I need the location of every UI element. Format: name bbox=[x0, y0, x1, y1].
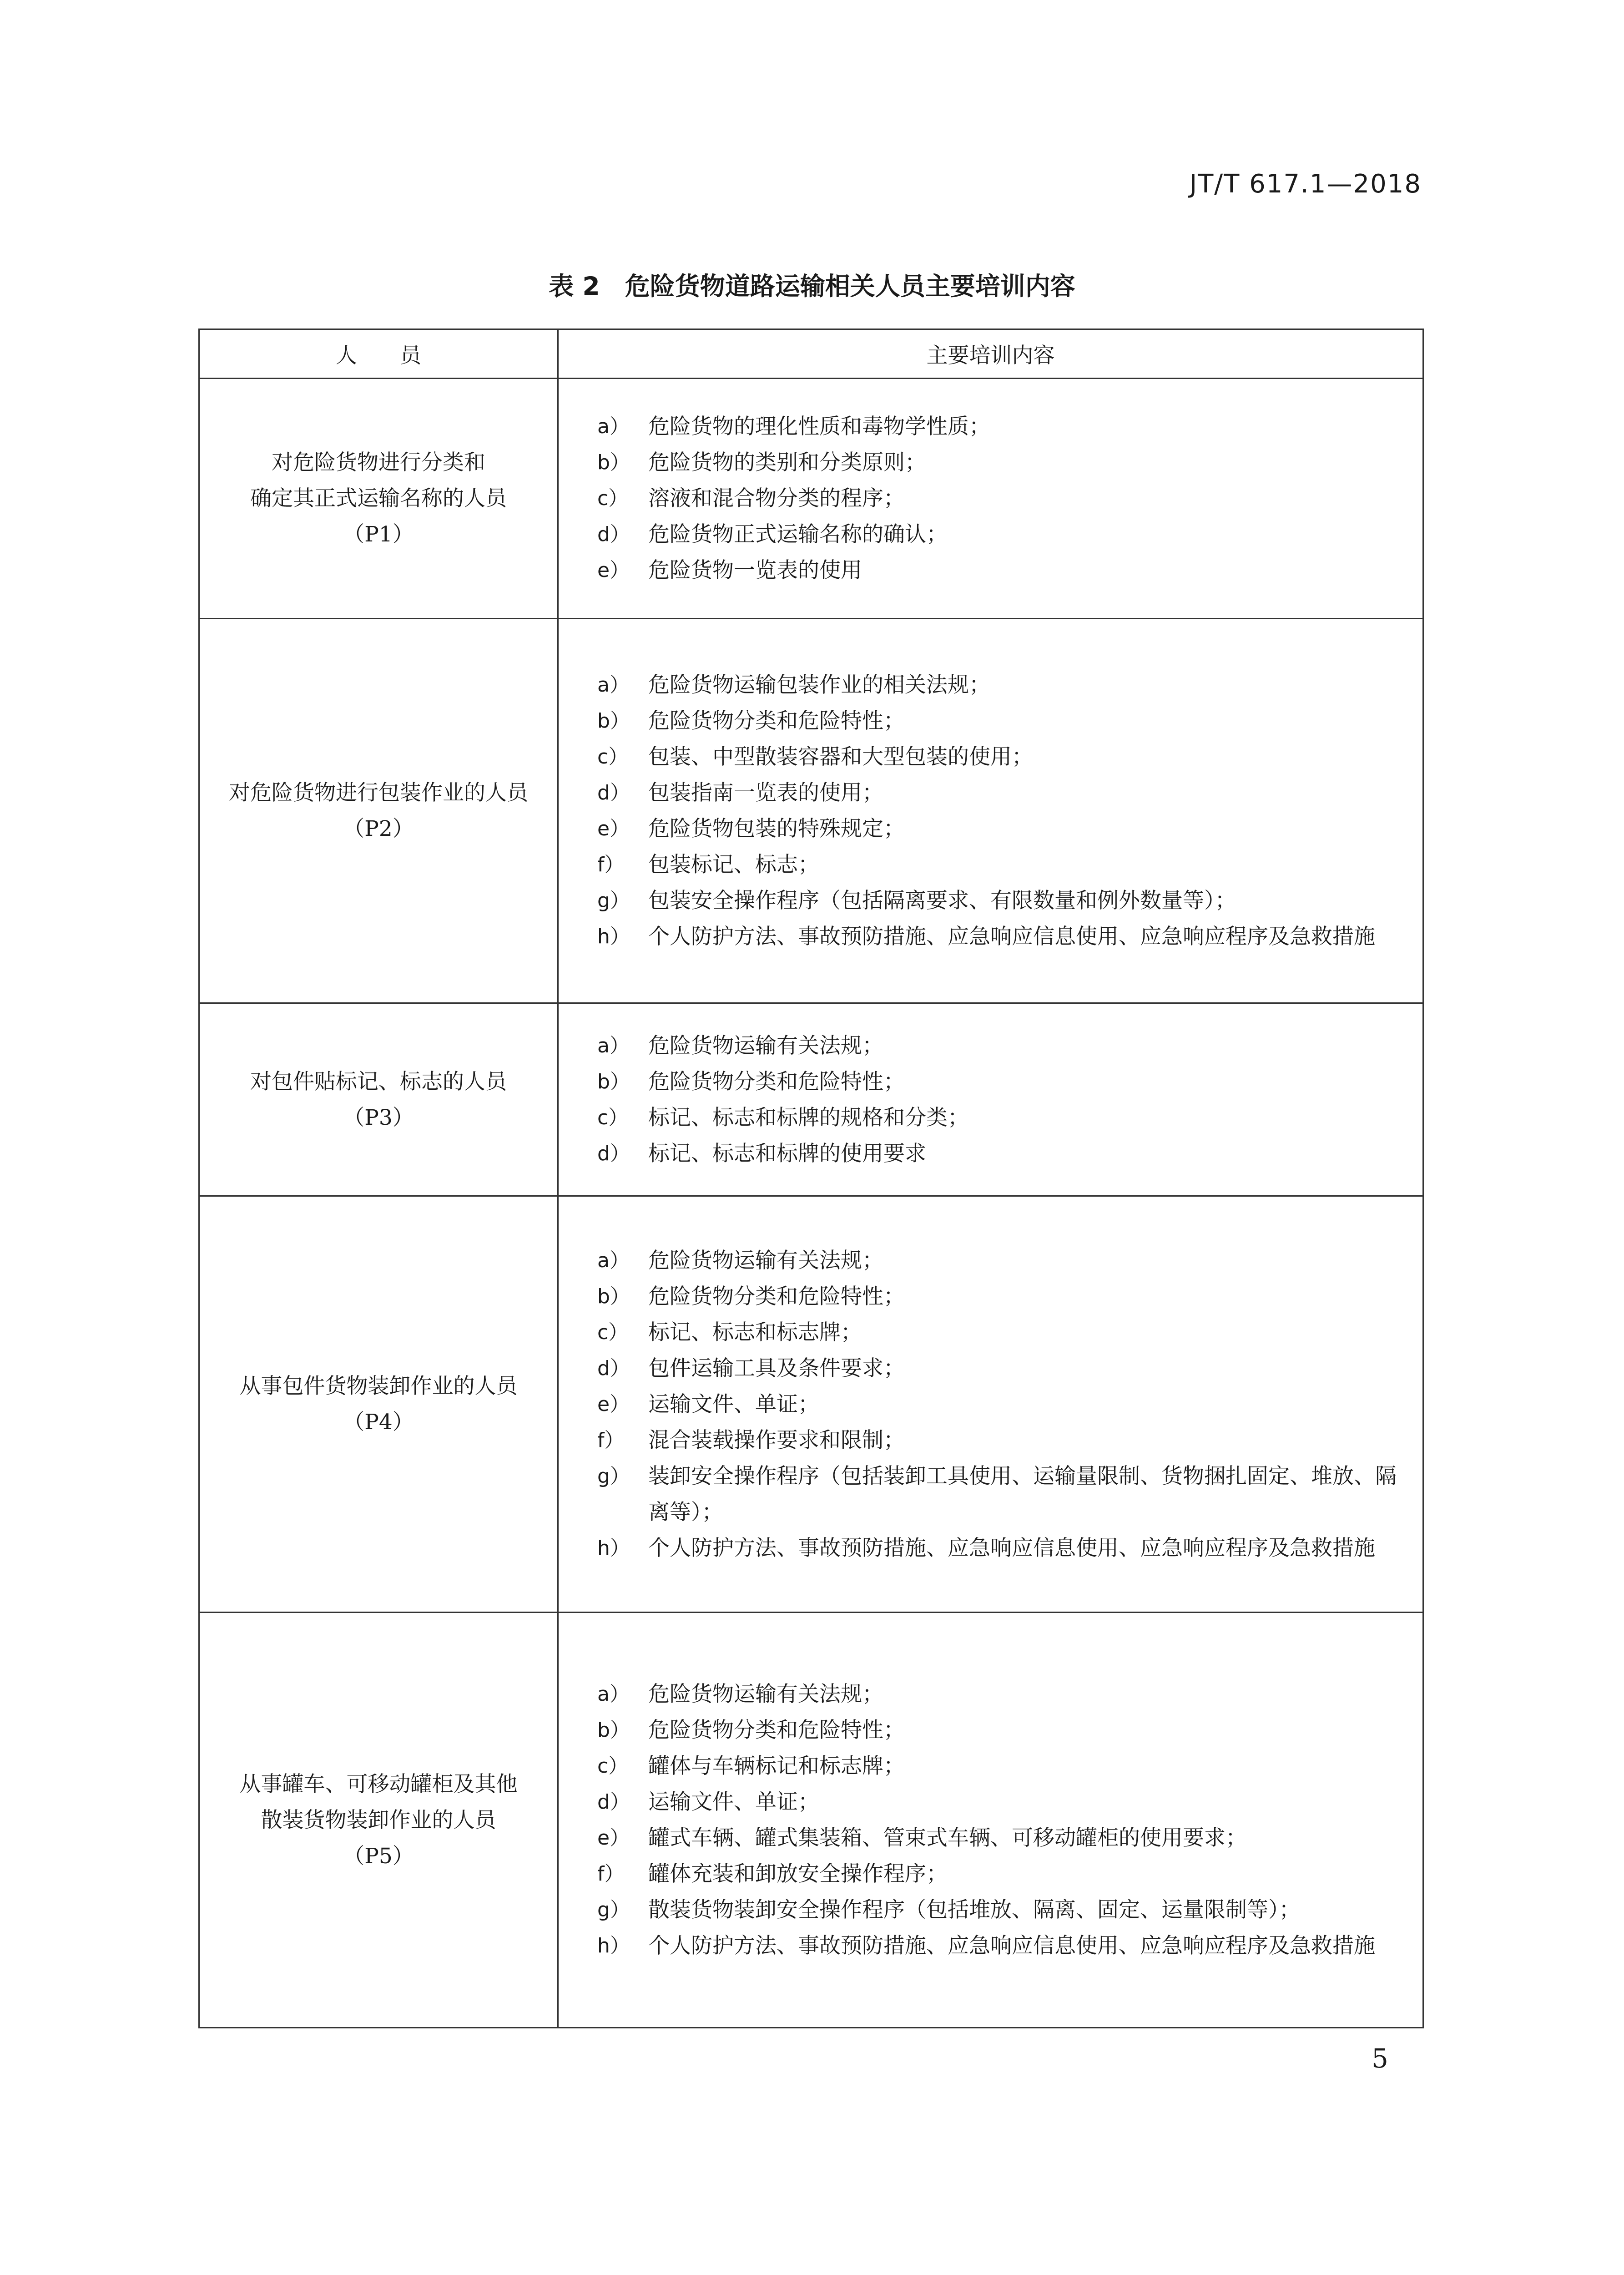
list-item bbox=[597, 1350, 1413, 1386]
list-item bbox=[597, 1784, 1413, 1820]
list-item bbox=[597, 1243, 1413, 1279]
item-label: g） bbox=[597, 1898, 630, 1921]
table-number: 表 2 bbox=[549, 272, 600, 301]
table-row bbox=[199, 1196, 1423, 1613]
item-label: f） bbox=[597, 1428, 625, 1452]
personnel-text: 从事罐车、可移动罐柜及其他 bbox=[239, 1771, 518, 1797]
item-text: 包装安全操作程序（包括隔离要求、有限数量和例外数量等）； bbox=[648, 888, 1236, 913]
table-row bbox=[199, 1613, 1423, 2028]
list-item bbox=[597, 1748, 1413, 1784]
table-header-row bbox=[199, 329, 1423, 379]
list-item bbox=[597, 1676, 1413, 1712]
item-text: 标记、标志和标牌的规格和分类； bbox=[648, 1105, 969, 1130]
personnel-text: 从事包件货物装卸作业的人员 bbox=[239, 1374, 518, 1399]
training-item-list bbox=[597, 1676, 1413, 1964]
item-label: c） bbox=[597, 745, 629, 768]
training-item-list bbox=[597, 1243, 1413, 1566]
personnel-cell bbox=[199, 619, 558, 1003]
item-text: 罐体与车辆标记和标志牌； bbox=[648, 1754, 905, 1779]
item-label: g） bbox=[597, 1464, 630, 1488]
table-row bbox=[199, 1003, 1423, 1196]
list-item bbox=[597, 1386, 1413, 1422]
list-item bbox=[597, 775, 1413, 811]
item-label: e） bbox=[597, 1826, 630, 1850]
personnel-cell bbox=[199, 379, 558, 619]
item-text: 危险货物包装的特殊规定； bbox=[648, 816, 905, 841]
item-text: 危险货物正式运输名称的确认； bbox=[648, 522, 948, 547]
list-item bbox=[597, 1530, 1413, 1566]
item-text: 装卸安全操作程序（包括装卸工具使用、运输量限制、货物捆扎固定、堆放、隔离等）； bbox=[648, 1463, 1397, 1525]
training-content-cell bbox=[558, 1613, 1423, 2028]
item-label: f） bbox=[597, 1862, 625, 1886]
item-label: a） bbox=[597, 673, 630, 697]
item-text: 危险货物运输有关法规； bbox=[648, 1682, 883, 1707]
item-text: 危险货物运输包装作业的相关法规； bbox=[648, 672, 990, 698]
item-label: h） bbox=[597, 1536, 630, 1560]
training-content-cell bbox=[558, 1003, 1423, 1196]
item-text: 溶液和混合物分类的程序； bbox=[648, 486, 905, 511]
item-text: 罐体充装和卸放安全操作程序； bbox=[648, 1861, 948, 1886]
item-text: 包件运输工具及条件要求； bbox=[648, 1355, 905, 1381]
item-text: 标记、标志和标志牌； bbox=[648, 1320, 862, 1345]
table-title bbox=[0, 266, 1624, 302]
item-label: c） bbox=[597, 1754, 629, 1778]
item-label: h） bbox=[597, 1934, 630, 1957]
list-item bbox=[597, 1028, 1413, 1064]
item-text: 危险货物运输有关法规； bbox=[648, 1248, 883, 1273]
list-item bbox=[597, 1928, 1413, 1964]
item-text: 危险货物一览表的使用 bbox=[648, 558, 862, 583]
personnel-text: 散装货物装卸作业的人员 bbox=[261, 1807, 496, 1833]
item-text: 危险货物分类和危险特性； bbox=[648, 1069, 905, 1094]
personnel-cell bbox=[199, 1196, 558, 1613]
list-item bbox=[597, 1100, 1413, 1136]
list-item bbox=[597, 883, 1413, 919]
training-content-cell bbox=[558, 619, 1423, 1003]
item-label: h） bbox=[597, 925, 630, 948]
training-content-cell bbox=[558, 379, 1423, 619]
item-text: 危险货物的类别和分类原则； bbox=[648, 450, 926, 475]
personnel-text: （P4） bbox=[343, 1410, 414, 1435]
item-text: 危险货物分类和危险特性； bbox=[648, 1718, 905, 1743]
header-training-content: 主要培训内容 bbox=[558, 329, 1423, 379]
item-label: d） bbox=[597, 1142, 630, 1165]
training-content-cell bbox=[558, 1196, 1423, 1613]
item-text: 包装、中型散装容器和大型包装的使用； bbox=[648, 744, 1033, 769]
list-item bbox=[597, 739, 1413, 775]
item-label: a） bbox=[597, 1249, 630, 1272]
item-text: 罐式车辆、罐式集装箱、管束式车辆、可移动罐柜的使用要求； bbox=[648, 1825, 1247, 1850]
item-text: 包装指南一览表的使用； bbox=[648, 780, 883, 805]
list-item bbox=[597, 552, 1413, 588]
item-label: b） bbox=[597, 709, 630, 733]
item-text: 散装货物装卸安全操作程序（包括堆放、隔离、固定、运量限制等）； bbox=[648, 1897, 1301, 1922]
personnel-text: 对危险货物进行包装作业的人员 bbox=[229, 780, 528, 805]
item-text: 个人防护方法、事故预防措施、应急响应信息使用、应急响应程序及急救措施 bbox=[648, 1535, 1375, 1561]
item-text: 个人防护方法、事故预防措施、应急响应信息使用、应急响应程序及急救措施 bbox=[648, 1933, 1375, 1958]
item-text: 危险货物的理化性质和毒物学性质； bbox=[648, 414, 990, 439]
list-item bbox=[597, 703, 1413, 739]
personnel-text: （P2） bbox=[343, 816, 414, 841]
list-item bbox=[597, 1856, 1413, 1892]
item-text: 危险货物分类和危险特性； bbox=[648, 708, 905, 733]
personnel-text: 对包件贴标记、标志的人员 bbox=[250, 1069, 507, 1094]
list-item bbox=[597, 667, 1413, 703]
list-item bbox=[597, 1892, 1413, 1928]
list-item bbox=[597, 1422, 1413, 1458]
item-label: b） bbox=[597, 451, 630, 474]
item-label: b） bbox=[597, 1719, 630, 1742]
item-label: d） bbox=[597, 781, 630, 804]
list-item bbox=[597, 1314, 1413, 1350]
item-text: 包装标记、标志； bbox=[648, 852, 819, 877]
table-row bbox=[199, 619, 1423, 1003]
list-item bbox=[597, 480, 1413, 516]
header-personnel: 人 员 bbox=[199, 329, 558, 379]
item-label: c） bbox=[597, 1320, 629, 1344]
item-label: a） bbox=[597, 415, 630, 438]
item-label: d） bbox=[597, 1356, 630, 1380]
item-label: e） bbox=[597, 817, 630, 840]
item-label: g） bbox=[597, 889, 630, 912]
item-label: a） bbox=[597, 1034, 630, 1057]
item-text: 运输文件、单证； bbox=[648, 1391, 819, 1417]
personnel-text: 对危险货物进行分类和 bbox=[272, 450, 485, 475]
list-item bbox=[597, 445, 1413, 480]
item-text: 运输文件、单证； bbox=[648, 1790, 819, 1815]
list-item bbox=[597, 1712, 1413, 1748]
list-item bbox=[597, 409, 1413, 445]
item-label: e） bbox=[597, 559, 630, 582]
item-text: 混合装载操作要求和限制； bbox=[648, 1427, 905, 1453]
table-row bbox=[199, 379, 1423, 619]
item-label: f） bbox=[597, 853, 625, 876]
list-item bbox=[597, 1820, 1413, 1856]
item-text: 标记、标志和标牌的使用要求 bbox=[648, 1141, 926, 1166]
personnel-cell bbox=[199, 1613, 558, 2028]
item-label: c） bbox=[597, 1106, 629, 1129]
list-item bbox=[597, 1279, 1413, 1314]
personnel-text: （P5） bbox=[343, 1843, 414, 1869]
item-label: e） bbox=[597, 1392, 630, 1416]
training-item-list bbox=[597, 409, 1413, 588]
list-item bbox=[597, 1136, 1413, 1172]
item-label: b） bbox=[597, 1070, 630, 1093]
page-number: 5 bbox=[1372, 2043, 1388, 2074]
training-item-list bbox=[597, 667, 1413, 955]
personnel-cell bbox=[199, 1003, 558, 1196]
item-label: b） bbox=[597, 1284, 630, 1308]
training-content-table bbox=[198, 329, 1424, 2028]
item-text: 个人防护方法、事故预防措施、应急响应信息使用、应急响应程序及急救措施 bbox=[648, 924, 1375, 949]
list-item bbox=[597, 516, 1413, 552]
item-text: 危险货物分类和危险特性； bbox=[648, 1284, 905, 1309]
table-title-text: 危险货物道路运输相关人员主要培训内容 bbox=[625, 272, 1075, 301]
personnel-text: （P1） bbox=[343, 522, 414, 547]
list-item bbox=[597, 919, 1413, 955]
item-label: d） bbox=[597, 1790, 630, 1814]
personnel-text: 确定其正式运输名称的人员 bbox=[250, 486, 507, 511]
item-text: 危险货物运输有关法规； bbox=[648, 1033, 883, 1058]
list-item bbox=[597, 1064, 1413, 1100]
item-label: a） bbox=[597, 1683, 630, 1706]
personnel-text: （P3） bbox=[343, 1105, 414, 1130]
list-item bbox=[597, 847, 1413, 883]
list-item bbox=[597, 811, 1413, 847]
item-label: d） bbox=[597, 523, 630, 546]
training-item-list bbox=[597, 1028, 1413, 1172]
list-item bbox=[597, 1458, 1413, 1530]
document-code: JT/T 617.1—2018 bbox=[1189, 169, 1422, 199]
item-label: c） bbox=[597, 487, 629, 510]
